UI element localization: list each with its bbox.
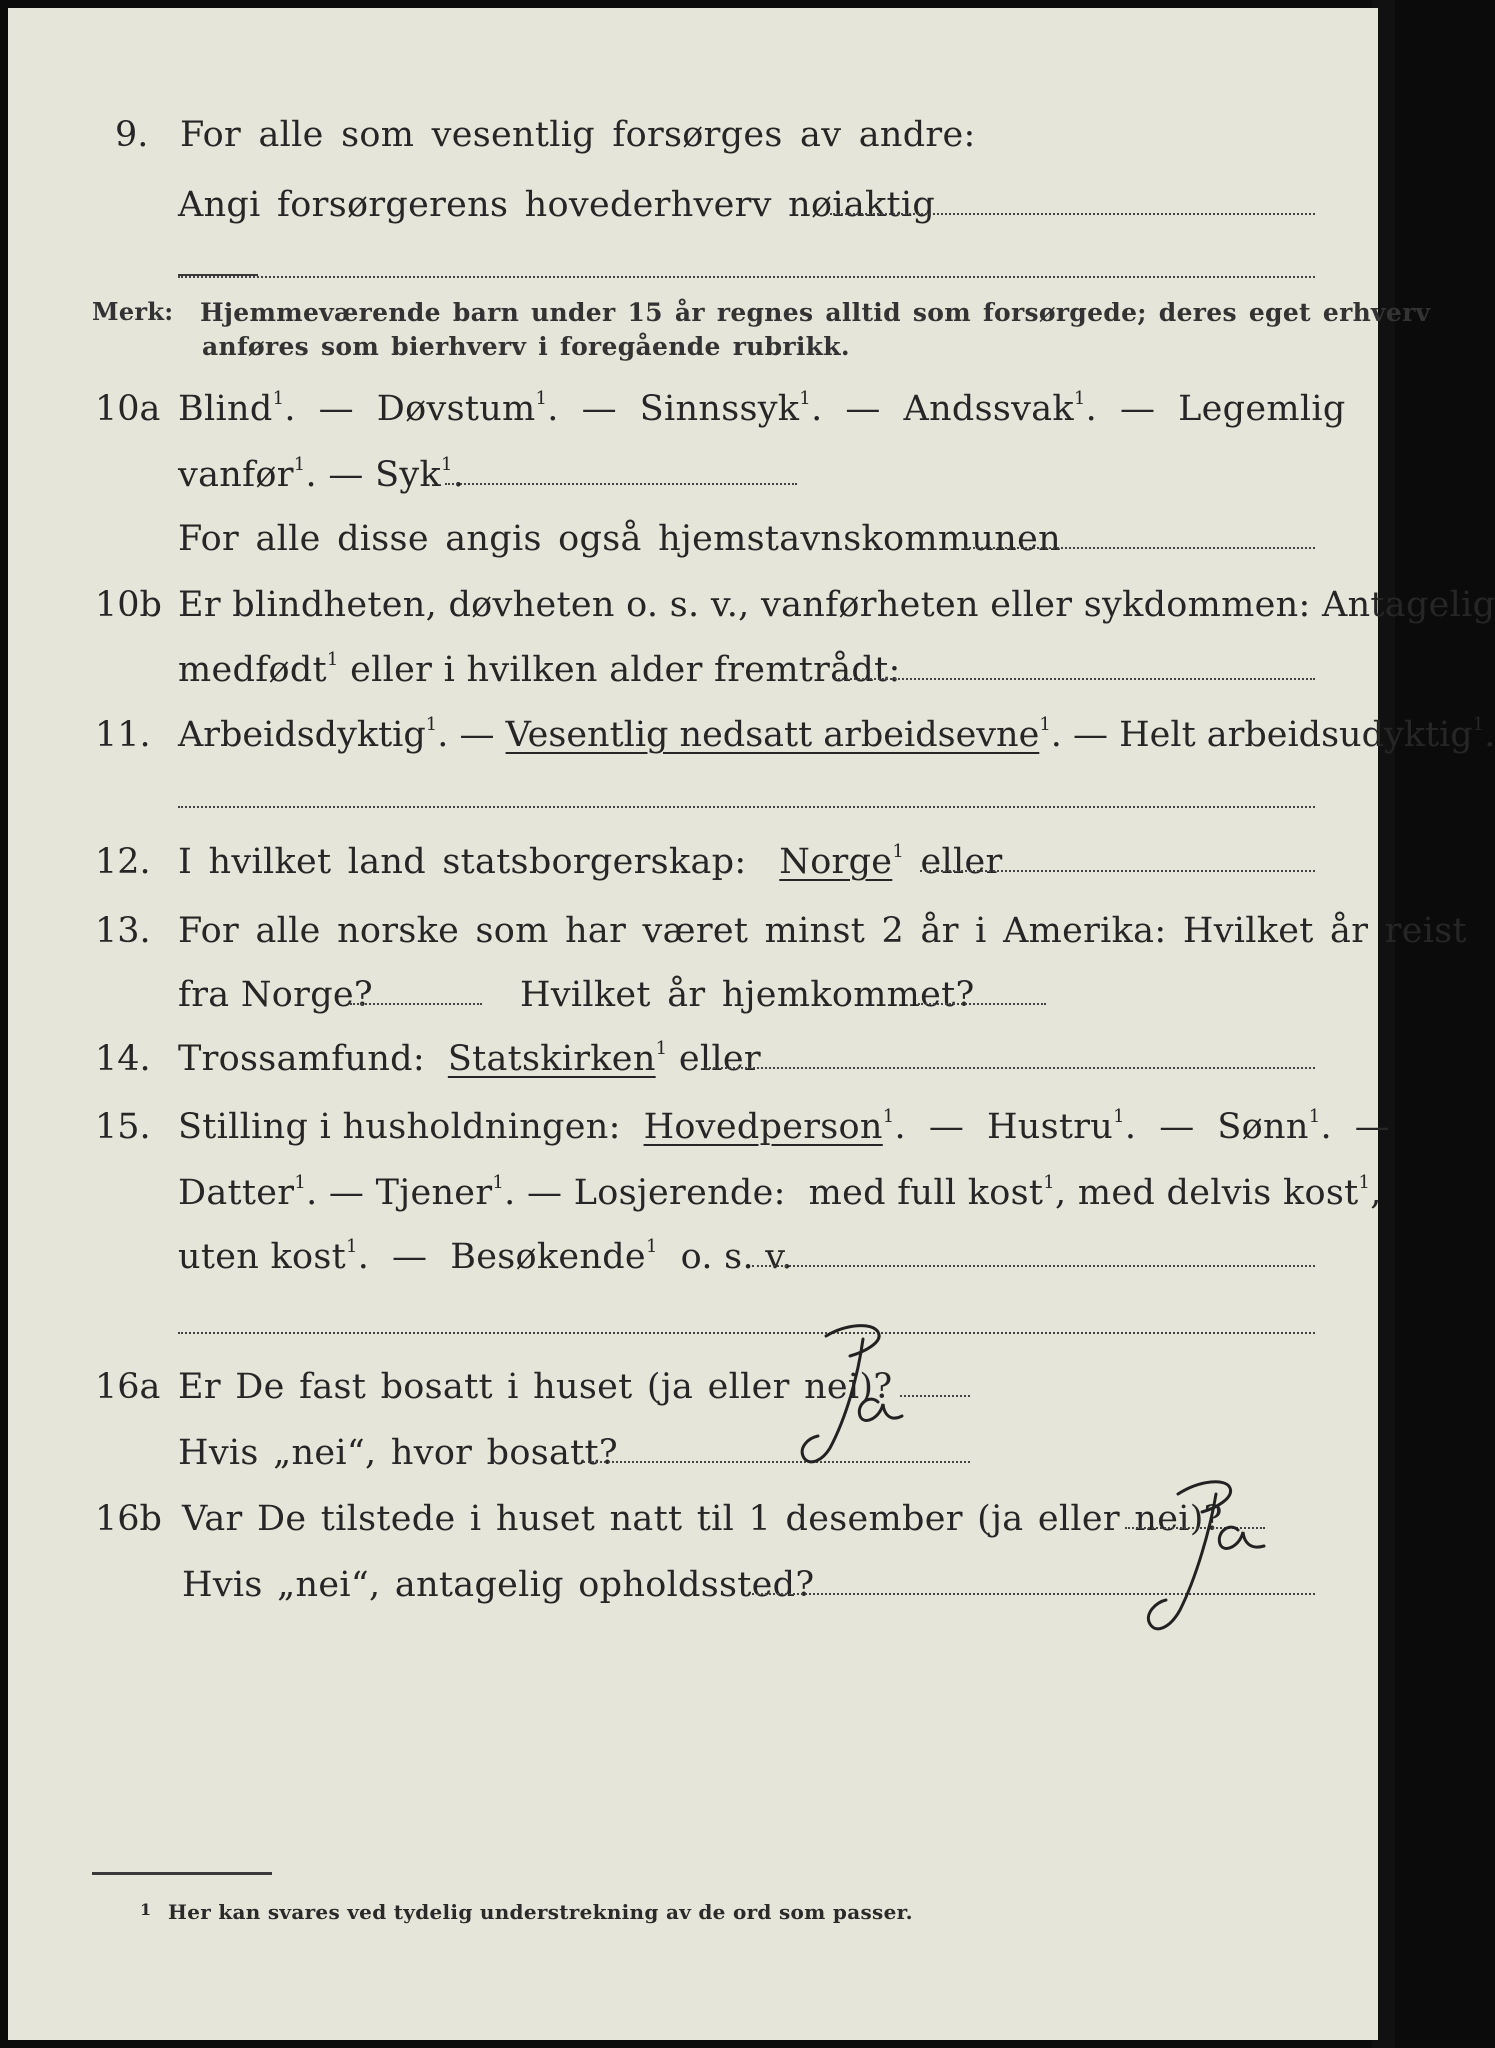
q16b-line2: Hvis „nei“, antagelig opholdssted? [182, 1565, 815, 1605]
q15-osv: o. s. v. [680, 1237, 793, 1277]
footnote-rule [92, 1872, 272, 1875]
q13-reist: fra Norge? [178, 975, 373, 1015]
q10b-line2-rest: eller i hvilken alder fremtrådt: [350, 650, 901, 690]
q10a-legemlig[interactable]: Legemlig [1178, 389, 1346, 429]
q9-extra-line[interactable] [178, 276, 1315, 278]
q13-hjem: Hvilket år hjemkommet? [520, 975, 975, 1015]
q16a-number: 16a [95, 1367, 161, 1407]
footnote-text: Her kan svares ved tydelig understrekning av de ord som passer. [168, 1900, 913, 1924]
q16a-line2: Hvis „nei“, hvor bosatt? [178, 1433, 618, 1473]
q12-line: I hvilket land statsborgerskap: Norge$^1$ eller [178, 841, 1003, 882]
q9-line1: For alle som vesentlig forsørges av andre: [180, 115, 976, 155]
q13-reist-line[interactable] [350, 1003, 482, 1005]
q10a-number: 10a [95, 389, 161, 429]
q11-opt1[interactable]: Arbeidsdyktig [178, 715, 426, 755]
q14-text: Trossamfund: [178, 1039, 425, 1079]
q10a-dovstum[interactable]: Døvstum [376, 389, 536, 429]
q15-lead: Stilling i husholdningen: [178, 1107, 621, 1147]
q15-extra-line[interactable] [178, 1332, 1315, 1334]
q10a-sinnssyk[interactable]: Sinnssyk [639, 389, 800, 429]
q10b-line1: Er blindheten, døvheten o. s. v., vanførheten eller sykdommen: Antagelig [178, 585, 1495, 625]
merk-label: Merk: [92, 297, 174, 326]
q10b-number: 10b [95, 585, 162, 625]
q14-statskirken[interactable]: Statskirken [447, 1039, 656, 1079]
q13-hjem-line[interactable] [918, 1003, 1046, 1005]
q14-number: 14. [95, 1039, 151, 1079]
merk-line2: anføres som bierhverv i foregående rubrikk. [202, 332, 850, 361]
q10a-syk[interactable]: Syk [375, 455, 441, 495]
q12-norge[interactable]: Norge [779, 842, 893, 882]
q15-hustru[interactable]: Hustru [986, 1107, 1114, 1147]
q14-answer-line[interactable] [705, 1067, 1315, 1069]
q10a-line3: For alle disse angis også hjemstavnskommunen [178, 519, 1061, 559]
q10b-medfodt[interactable]: medfødt [178, 650, 327, 690]
q11-opt2[interactable]: Vesentlig nedsatt arbeidsevne [505, 715, 1040, 755]
q16a-line1: Er De fast bosatt i huset (ja eller nei)? [178, 1367, 893, 1407]
q9-rule-stub [178, 274, 258, 276]
q15-line3: uten kost$^1$. — Besøkende$^1$ o. s. v. [178, 1236, 793, 1277]
q9-answer-line[interactable] [830, 213, 1315, 215]
q13-number: 13. [95, 911, 151, 951]
q12-answer-line[interactable] [920, 870, 1315, 872]
q12-number: 12. [95, 842, 151, 882]
q10a-hjemstavn-line[interactable] [965, 547, 1315, 549]
q15-besokende[interactable]: Besøkende [450, 1237, 646, 1277]
q16a-handwritten-ja [760, 1320, 940, 1480]
q15-answer-line[interactable] [752, 1265, 1315, 1267]
q15-tjener[interactable]: Tjener [375, 1173, 493, 1213]
q13-line1: For alle norske som har været minst 2 år i Amerika: Hvilket år reist [178, 911, 1467, 951]
q16b-handwritten-ja [1070, 1468, 1290, 1648]
footnote-mark: 1 [140, 1900, 152, 1919]
q15-delvis[interactable]: med delvis kost [1077, 1173, 1359, 1213]
q10b-line2: medfødt$^1$ eller i hvilken alder fremtrådt: [178, 649, 901, 690]
q11-extra-line[interactable] [178, 806, 1315, 808]
q10a-blind[interactable]: Blind [178, 389, 273, 429]
q9-number: 9. [115, 115, 149, 155]
q10a-syk-line[interactable] [445, 483, 797, 485]
q15-sonn[interactable]: Sønn [1217, 1107, 1309, 1147]
q12-text: I hvilket land statsborgerskap: [178, 842, 747, 882]
q10a-andssvak[interactable]: Andssvak [903, 389, 1074, 429]
q15-line1: Stilling i husholdningen: Hovedperson$^1$. — Hustru$^1$. — Sønn$^1$. — [178, 1106, 1391, 1147]
q15-losjerende: Losjerende: [573, 1173, 786, 1213]
q15-datter[interactable]: Datter [178, 1173, 295, 1213]
q15-number: 15. [95, 1107, 151, 1147]
merk-line1: Hjemmeværende barn under 15 år regnes alltid som forsørgede; deres eget erhverv [200, 298, 1431, 327]
q16b-number: 16b [95, 1499, 162, 1539]
q14-eller[interactable]: eller [678, 1039, 761, 1079]
q10b-answer-line[interactable] [835, 678, 1315, 680]
q9-line2: Angi forsørgerens hovederhverv nøiaktig [178, 185, 936, 225]
q15-uten[interactable]: uten kost [178, 1237, 346, 1277]
q10a-vanfor[interactable]: vanfør [178, 455, 294, 495]
q11-opt3[interactable]: Helt arbeidsudyktig [1119, 715, 1473, 755]
q15-hovedperson[interactable]: Hovedperson [643, 1107, 883, 1147]
q14-line: Trossamfund: Statskirken$^1$ eller [178, 1038, 761, 1079]
q10a-line2: vanfør$^1$. — Syk$^1$. [178, 454, 465, 495]
q15-line2: Datter$^1$. — Tjener$^1$. — Losjerende: med full kost$^1$, med delvis kost$^1$, [178, 1172, 1382, 1213]
q12-eller[interactable]: eller [920, 842, 1003, 882]
q16b-line1: Var De tilstede i huset natt til 1 desember (ja eller nei)? [182, 1499, 1223, 1539]
q15-full[interactable]: med full kost [808, 1173, 1044, 1213]
q11-number: 11. [95, 715, 151, 755]
q11-options: Arbeidsdyktig$^1$. — Vesentlig nedsatt arbeidsevne$^1$. — Helt arbeidsudyktig$^1$. [178, 714, 1495, 755]
q10a-line1: Blind$^1$. — Døvstum$^1$. — Sinnssyk$^1$. — Andssvak$^1$. — Legemlig [178, 388, 1346, 429]
